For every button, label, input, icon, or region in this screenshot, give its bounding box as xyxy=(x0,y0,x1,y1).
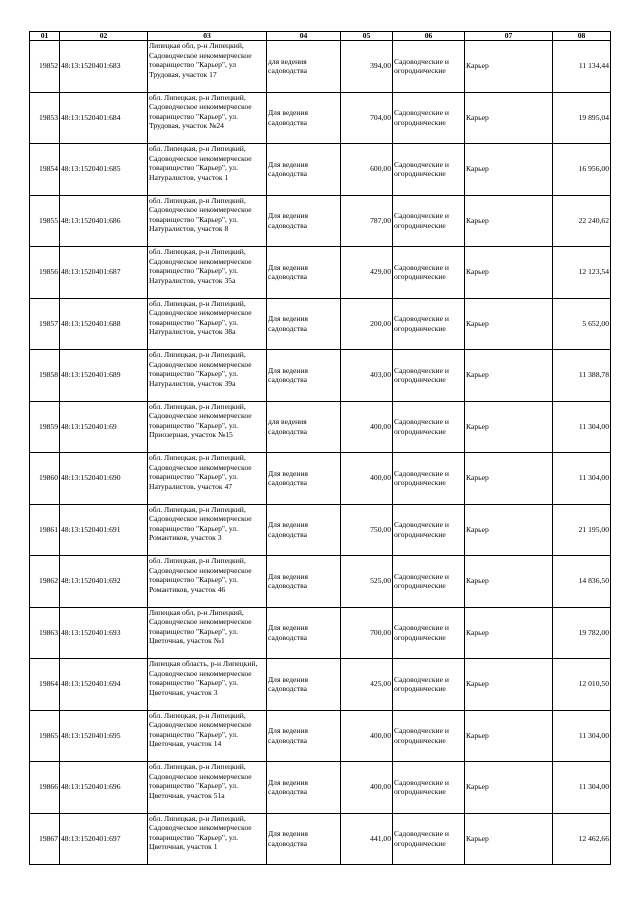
permitted-use: Для ведения садоводства xyxy=(267,607,341,659)
permitted-use: Для ведения садоводства xyxy=(267,556,341,608)
row-number: 19864 xyxy=(30,659,60,711)
area-value: 200,00 xyxy=(341,298,393,350)
location-name: Карьер xyxy=(465,350,553,402)
land-category: Садоводческие и огороднические xyxy=(393,762,465,814)
cadastral-value: 12 010,50 xyxy=(553,659,611,711)
row-number: 19863 xyxy=(30,607,60,659)
permitted-use: Для ведения садоводства xyxy=(267,92,341,144)
cadastral-number: 48:13:1520401:688 xyxy=(60,298,148,350)
cadastral-value: 12 123,54 xyxy=(553,247,611,299)
table-row xyxy=(30,710,611,762)
column-header: 07 xyxy=(465,32,553,41)
address-cell xyxy=(148,247,267,299)
area-value: 600,00 xyxy=(341,144,393,196)
location-name: Карьер xyxy=(465,92,553,144)
permitted-use: Для ведения садоводства xyxy=(267,659,341,711)
permitted-use: Для ведения садоводства xyxy=(267,813,341,865)
area-value: 394,00 xyxy=(341,41,393,93)
area-value: 429,00 xyxy=(341,247,393,299)
table-row xyxy=(30,401,611,453)
cadastral-number: 48:13:1520401:692 xyxy=(60,556,148,608)
table-row xyxy=(30,504,611,556)
address-text: обл. Липецкая, р-н Липецкий, Садоводческое некоммерческое товарищество "Карьер", ул. Романтиков, участок 46 xyxy=(149,556,252,594)
location-name: Карьер xyxy=(465,762,553,814)
header-row xyxy=(30,32,611,41)
permitted-use: Для ведения садоводства xyxy=(267,298,341,350)
cadastral-value: 11 304,00 xyxy=(553,710,611,762)
cadastral-number: 48:13:1520401:687 xyxy=(60,247,148,299)
permitted-use: для ведения садоводства xyxy=(267,41,341,93)
row-number: 19858 xyxy=(30,350,60,402)
address-cell xyxy=(148,659,267,711)
row-number: 19867 xyxy=(30,813,60,865)
row-number: 19866 xyxy=(30,762,60,814)
table-row xyxy=(30,556,611,608)
row-number: 19861 xyxy=(30,504,60,556)
land-category: Садоводческие и огороднические xyxy=(393,247,465,299)
land-category: Садоводческие и огороднические xyxy=(393,401,465,453)
cadastral-value: 21 195,00 xyxy=(553,504,611,556)
address-cell xyxy=(148,762,267,814)
area-value: 425,00 xyxy=(341,659,393,711)
location-name: Карьер xyxy=(465,247,553,299)
location-name: Карьер xyxy=(465,401,553,453)
address-text: Липецкая область, р-н Липецкий, Садоводческое некоммерческое товарищество "Карьер", ул. Цветочная, участок 3 xyxy=(149,659,258,697)
permitted-use: Для ведения садоводства xyxy=(267,710,341,762)
area-value: 441,00 xyxy=(341,813,393,865)
land-category: Садоводческие и огороднические xyxy=(393,659,465,711)
table-row xyxy=(30,813,611,865)
permitted-use: Для ведения садоводства xyxy=(267,453,341,505)
row-number: 19854 xyxy=(30,144,60,196)
table-row xyxy=(30,144,611,196)
cadastral-number: 48:13:1520401:69 xyxy=(60,401,148,453)
cadastral-value: 12 462,66 xyxy=(553,813,611,865)
permitted-use: Для ведения садоводства xyxy=(267,247,341,299)
address-text: обл. Липецкая, р-н Липецкий, Садоводческое некоммерческое товарищество "Карьер", ул. Натуралистов, участок 1 xyxy=(149,144,252,182)
cadastral-number: 48:13:1520401:696 xyxy=(60,762,148,814)
column-header: 01 xyxy=(30,32,60,41)
location-name: Карьер xyxy=(465,556,553,608)
address-text: обл. Липецкая, р-н Липецкий, Садоводческое некоммерческое товарищество "Карьер", ул. Цветочная, участок 1 xyxy=(149,813,252,852)
area-value: 400,00 xyxy=(341,401,393,453)
land-category: Садоводческие и огороднические xyxy=(393,710,465,762)
row-number: 19855 xyxy=(30,195,60,247)
cadastral-value: 11 134,44 xyxy=(553,41,611,93)
area-value: 787,00 xyxy=(341,195,393,247)
land-category: Садоводческие и огороднические xyxy=(393,92,465,144)
area-value: 400,00 xyxy=(341,762,393,814)
column-header: 08 xyxy=(553,32,611,41)
row-number: 19862 xyxy=(30,556,60,608)
area-value: 525,00 xyxy=(341,556,393,608)
cadastral-value: 11 304,00 xyxy=(553,401,611,453)
address-text: Липецкая обл, р-н Липецкий, Садоводческое некоммерческое товарищество "Карьер", ул. Цветочная, участок №1 xyxy=(149,607,252,646)
address-cell xyxy=(148,607,267,659)
table-row xyxy=(30,247,611,299)
land-category: Садоводческие и огороднические xyxy=(393,607,465,659)
row-number: 19856 xyxy=(30,247,60,299)
cadastral-value: 19 895,04 xyxy=(553,92,611,144)
address-text: обл. Липецкая, р-н Липецкий, Садоводческое некоммерческое товарищество "Карьер", ул. Натуралистов, участок 35а xyxy=(149,247,252,285)
cadastral-value: 16 956,00 xyxy=(553,144,611,196)
cadastral-number: 48:13:1520401:690 xyxy=(60,453,148,505)
permitted-use: Для ведения садоводства xyxy=(267,195,341,247)
row-number: 19852 xyxy=(30,41,60,93)
row-number: 19853 xyxy=(30,92,60,144)
address-cell xyxy=(148,350,267,402)
address-cell xyxy=(148,298,267,350)
location-name: Карьер xyxy=(465,504,553,556)
table-row xyxy=(30,762,611,814)
address-cell xyxy=(148,41,267,93)
address-cell xyxy=(148,453,267,505)
table-row xyxy=(30,92,611,144)
cadastral-number: 48:13:1520401:685 xyxy=(60,144,148,196)
location-name: Карьер xyxy=(465,195,553,247)
address-text: обл. Липецкая, р-н Липецкий, Садоводческое некоммерческое товарищество "Карьер", ул. Романтиков, участок 3 xyxy=(149,504,252,543)
land-category: Садоводческие и огороднические xyxy=(393,556,465,608)
location-name: Карьер xyxy=(465,41,553,93)
cadastral-number: 48:13:1520401:684 xyxy=(60,92,148,144)
table-row xyxy=(30,41,611,93)
permitted-use: для ведения садоводства xyxy=(267,401,341,453)
row-number: 19857 xyxy=(30,298,60,350)
area-value: 400,00 xyxy=(341,710,393,762)
cadastral-number: 48:13:1520401:695 xyxy=(60,710,148,762)
cadastral-number: 48:13:1520401:693 xyxy=(60,607,148,659)
location-name: Карьер xyxy=(465,144,553,196)
permitted-use: Для ведения садоводства xyxy=(267,350,341,402)
area-value: 750,00 xyxy=(341,504,393,556)
column-header: 05 xyxy=(341,32,393,41)
cadastral-value: 5 652,00 xyxy=(553,298,611,350)
location-name: Карьер xyxy=(465,813,553,865)
land-category: Садоводческие и огороднические xyxy=(393,813,465,865)
location-name: Карьер xyxy=(465,453,553,505)
cadastral-value: 11 304,00 xyxy=(553,762,611,814)
cadastral-number: 48:13:1520401:694 xyxy=(60,659,148,711)
land-category: Садоводческие и огороднические xyxy=(393,350,465,402)
location-name: Карьер xyxy=(465,298,553,350)
land-category: Садоводческие и огороднические xyxy=(393,41,465,93)
area-value: 403,00 xyxy=(341,350,393,402)
area-value: 700,00 xyxy=(341,607,393,659)
address-cell xyxy=(148,504,267,556)
table-row xyxy=(30,350,611,402)
cadastral-value: 14 836,50 xyxy=(553,556,611,608)
cadastral-value: 22 240,62 xyxy=(553,195,611,247)
address-cell xyxy=(148,813,267,865)
cadastral-number: 48:13:1520401:689 xyxy=(60,350,148,402)
address-cell xyxy=(148,144,267,196)
address-cell xyxy=(148,92,267,144)
address-cell xyxy=(148,556,267,608)
address-cell xyxy=(148,195,267,247)
area-value: 400,00 xyxy=(341,453,393,505)
location-name: Карьер xyxy=(465,710,553,762)
row-number: 19865 xyxy=(30,710,60,762)
location-name: Карьер xyxy=(465,659,553,711)
land-category: Садоводческие и огороднические xyxy=(393,298,465,350)
table-row xyxy=(30,607,611,659)
column-header: 06 xyxy=(393,32,465,41)
table-row xyxy=(30,659,611,711)
table-row xyxy=(30,453,611,505)
location-name: Карьер xyxy=(465,607,553,659)
column-header: 02 xyxy=(60,32,148,41)
land-category: Садоводческие и огороднические xyxy=(393,504,465,556)
cadastral-number: 48:13:1520401:691 xyxy=(60,504,148,556)
cadastral-value: 11 388,78 xyxy=(553,350,611,402)
land-category: Садоводческие и огороднические xyxy=(393,195,465,247)
address-text: обл. Липецкая, р-н Липецкий, Садоводческое некоммерческое товарищество "Карьер", ул. Натуралистов, участок 39а xyxy=(149,350,252,388)
permitted-use: Для ведения садоводства xyxy=(267,144,341,196)
address-text: обл. Липецкая, р-н Липецкий, Садоводческое некоммерческое товарищество "Карьер", ул. Натуралистов, участок 47 xyxy=(149,453,252,491)
permitted-use: Для ведения садоводства xyxy=(267,762,341,814)
row-number: 19860 xyxy=(30,453,60,505)
land-category: Садоводческие и огороднические xyxy=(393,453,465,505)
cadastral-number: 48:13:1520401:697 xyxy=(60,813,148,865)
cadastral-number: 48:13:1520401:686 xyxy=(60,195,148,247)
land-category: Садоводческие и огороднические xyxy=(393,144,465,196)
table-row xyxy=(30,298,611,350)
address-text: обл. Липецкая, р-н Липецкий, Садоводческое некоммерческое товарищество "Карьер", ул. Трудовая, участок №24 xyxy=(149,92,252,131)
address-text: обл. Липецкая, р-н Липецкий, Садоводческое некоммерческое товарищество "Карьер", ул. Приозерная, участок №15 xyxy=(149,401,252,440)
permitted-use: Для ведения садоводства xyxy=(267,504,341,556)
table-row xyxy=(30,195,611,247)
address-cell xyxy=(148,710,267,762)
cadastral-value: 19 782,00 xyxy=(553,607,611,659)
column-header: 04 xyxy=(267,32,341,41)
land-registry-table xyxy=(29,31,611,865)
address-text: Липецкая обл, р-н Липецкий, Садоводческое некоммерческое товарищество "Карьер", ул Трудовая, участок 17 xyxy=(149,41,252,79)
address-text: обл. Липецкая, р-н Липецкий, Садоводческое некоммерческое товарищество "Карьер", ул. Цветочная, участок 51а xyxy=(149,762,252,800)
address-text: обл. Липецкая, р-н Липецкий, Садоводческое некоммерческое товарищество "Карьер", ул. Натуралистов, участок 8 xyxy=(149,195,252,234)
row-number: 19859 xyxy=(30,401,60,453)
column-header: 03 xyxy=(148,32,267,41)
address-text: обл. Липецкая, р-н Липецкий, Садоводческое некоммерческое товарищество "Карьер", ул. Цветочная, участок 14 xyxy=(149,710,252,749)
cadastral-value: 11 304,00 xyxy=(553,453,611,505)
address-cell xyxy=(148,401,267,453)
address-text: обл. Липецкая, р-н Липецкий, Садоводческое некоммерческое товарищество "Карьер", ул. Натуралистов, участок 38а xyxy=(149,298,252,337)
area-value: 704,00 xyxy=(341,92,393,144)
cadastral-number: 48:13:1520401:683 xyxy=(60,41,148,93)
